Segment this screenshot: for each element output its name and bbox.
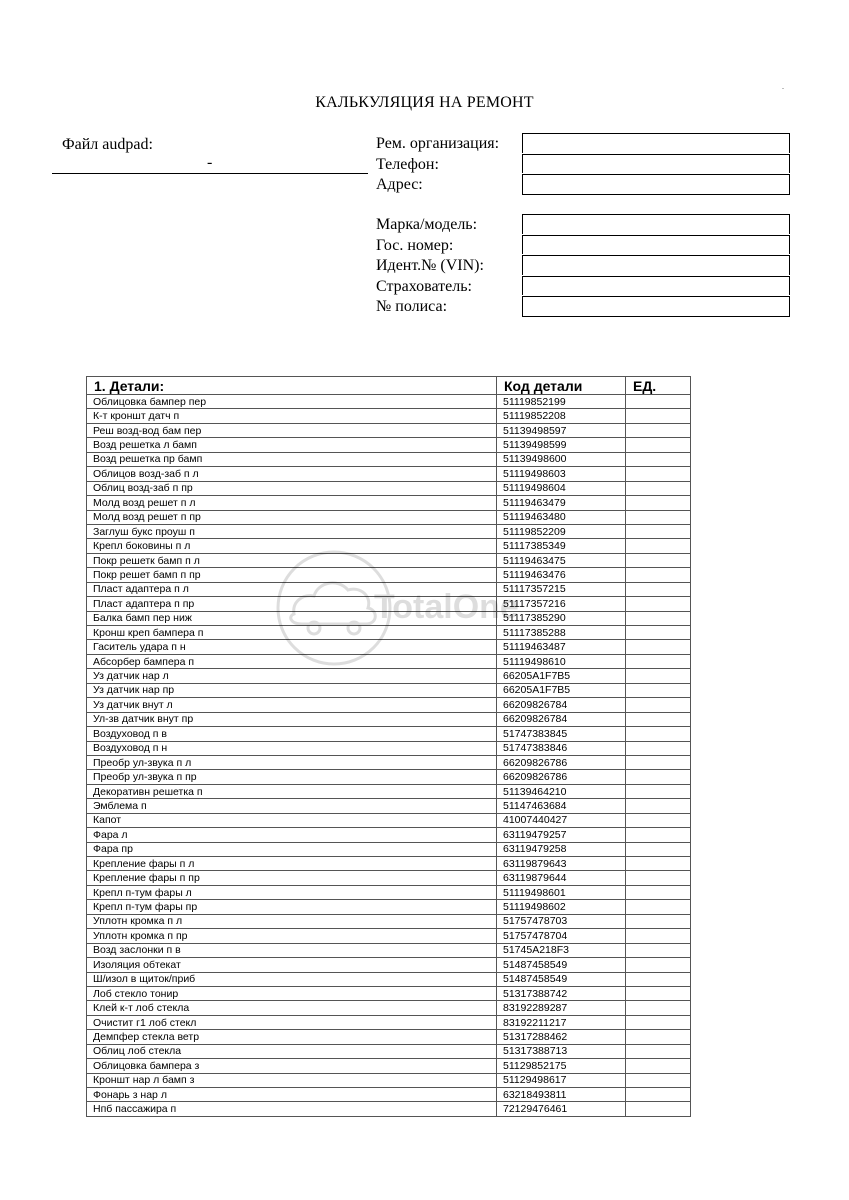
part-name-cell: Изоляция обтекат	[87, 958, 497, 972]
part-unit-cell	[626, 1102, 691, 1116]
part-name-cell: Гаситель удара п н	[87, 640, 497, 654]
part-code-cell: 66205A1F7B5	[497, 669, 626, 683]
table-row	[87, 914, 691, 928]
part-unit-cell	[626, 712, 691, 726]
part-code-cell: 63119879644	[497, 871, 626, 885]
part-name-cell: Уплотн кромка п пр	[87, 929, 497, 943]
watermark-text: TotalOne	[374, 588, 519, 626]
table-row	[87, 510, 691, 524]
table-row	[87, 943, 691, 957]
policyholder-field[interactable]	[522, 276, 790, 296]
part-name-cell: Воздуховод п в	[87, 727, 497, 741]
table-row	[87, 423, 691, 437]
part-code-cell: 51119498602	[497, 900, 626, 914]
file-value: -	[207, 154, 213, 171]
part-name-cell: Воздуховод п н	[87, 741, 497, 755]
table-row	[87, 1059, 691, 1073]
table-row	[87, 640, 691, 654]
part-name-cell: Абсорбер бампера п	[87, 654, 497, 668]
field-label: Гос. номер:	[376, 236, 454, 254]
part-unit-cell	[626, 1059, 691, 1073]
part-code-cell: 51117385349	[497, 539, 626, 553]
table-row	[87, 857, 691, 871]
corner-mark: .	[782, 82, 784, 91]
part-unit-cell	[626, 914, 691, 928]
part-name-cell: Облицовка бампера з	[87, 1059, 497, 1073]
part-name-cell: Облиц возд-заб п пр	[87, 481, 497, 495]
part-unit-cell	[626, 481, 691, 495]
table-row	[87, 467, 691, 481]
header-code: Код детали	[497, 377, 626, 395]
part-name-cell: Облицовка бампер пер	[87, 395, 497, 409]
part-code-cell: 51747383845	[497, 727, 626, 741]
part-code-cell: 51129498617	[497, 1073, 626, 1087]
part-name-cell: Клей к-т лоб стекла	[87, 1001, 497, 1015]
part-code-cell: 51119498604	[497, 481, 626, 495]
part-unit-cell	[626, 568, 691, 582]
part-name-cell: Заглуш букс проуш п	[87, 524, 497, 538]
part-name-cell: К-т кроншт датч п	[87, 409, 497, 423]
table-row	[87, 929, 691, 943]
table-row	[87, 828, 691, 842]
part-unit-cell	[626, 539, 691, 553]
part-code-cell: 66209826786	[497, 755, 626, 769]
table-row	[87, 885, 691, 899]
part-code-cell: 51129852175	[497, 1059, 626, 1073]
table-row	[87, 741, 691, 755]
part-unit-cell	[626, 409, 691, 423]
table-row	[87, 1030, 691, 1044]
part-name-cell: Возд решетка л бамп	[87, 438, 497, 452]
policy-number-field[interactable]	[522, 296, 790, 317]
table-row	[87, 683, 691, 697]
table-row	[87, 900, 691, 914]
part-unit-cell	[626, 438, 691, 452]
table-row	[87, 654, 691, 668]
part-name-cell: Облиц лоб стекла	[87, 1044, 497, 1058]
table-row	[87, 958, 691, 972]
table-row	[87, 626, 691, 640]
table-row	[87, 784, 691, 798]
part-code-cell: 83192211217	[497, 1015, 626, 1029]
table-row	[87, 669, 691, 683]
part-name-cell: Нпб пассажира п	[87, 1102, 497, 1116]
part-name-cell: Балка бамп пер ниж	[87, 611, 497, 625]
part-name-cell: Молд возд решет п л	[87, 496, 497, 510]
part-code-cell: 63119479257	[497, 828, 626, 842]
part-unit-cell	[626, 770, 691, 784]
part-name-cell: Возд заслонки п в	[87, 943, 497, 957]
field-label: Рем. организация:	[376, 135, 500, 152]
part-code-cell: 66209826786	[497, 770, 626, 784]
part-name-cell: Реш возд-вод бам пер	[87, 423, 497, 437]
part-code-cell: 51147463684	[497, 799, 626, 813]
table-row	[87, 1073, 691, 1087]
table-row	[87, 972, 691, 986]
part-name-cell: Молд возд решет п пр	[87, 510, 497, 524]
field-label: Адрес:	[376, 176, 423, 193]
table-row	[87, 539, 691, 553]
part-name-cell: Облицов возд-заб п л	[87, 467, 497, 481]
make-model-field[interactable]	[522, 214, 790, 234]
table-row	[87, 871, 691, 885]
header-unit: ЕД.	[626, 377, 691, 395]
field-label: Телефон:	[376, 155, 439, 173]
part-name-cell: Покр решетк бамп п л	[87, 553, 497, 567]
table-row	[87, 770, 691, 784]
part-name-cell: Преобр ул-звука п пр	[87, 770, 497, 784]
part-code-cell: 51139498600	[497, 452, 626, 466]
part-code-cell: 66209826784	[497, 712, 626, 726]
part-code-cell: 51117385290	[497, 611, 626, 625]
part-unit-cell	[626, 1073, 691, 1087]
table-row	[87, 496, 691, 510]
part-code-cell: 51119498603	[497, 467, 626, 481]
part-name-cell: Уз датчик нар л	[87, 669, 497, 683]
table-row	[87, 842, 691, 856]
table-row	[87, 481, 691, 495]
part-code-cell: 51119463479	[497, 496, 626, 510]
part-unit-cell	[626, 986, 691, 1000]
table-row	[87, 712, 691, 726]
part-code-cell: 51139498599	[497, 438, 626, 452]
part-unit-cell	[626, 553, 691, 567]
part-code-cell: 66205A1F7B5	[497, 683, 626, 697]
table-row	[87, 611, 691, 625]
field-label: Марка/модель:	[376, 216, 478, 233]
field-label: Страхователь:	[376, 277, 472, 295]
file-underline	[52, 173, 368, 174]
part-unit-cell	[626, 871, 691, 885]
table-row	[87, 524, 691, 538]
table-header-row	[87, 377, 691, 395]
part-name-cell: Капот	[87, 813, 497, 827]
address-field[interactable]	[522, 174, 790, 195]
part-unit-cell	[626, 510, 691, 524]
part-unit-cell	[626, 828, 691, 842]
part-code-cell: 51119463476	[497, 568, 626, 582]
part-unit-cell	[626, 929, 691, 943]
part-name-cell: Фонарь з нар л	[87, 1088, 497, 1102]
part-name-cell: Демпфер стекла ветр	[87, 1030, 497, 1044]
part-unit-cell	[626, 900, 691, 914]
part-unit-cell	[626, 958, 691, 972]
part-unit-cell	[626, 395, 691, 409]
part-unit-cell	[626, 683, 691, 697]
table-row	[87, 452, 691, 466]
part-unit-cell	[626, 597, 691, 611]
part-name-cell: Фара пр	[87, 842, 497, 856]
table-row	[87, 1102, 691, 1116]
part-name-cell: Декоративн решетка п	[87, 784, 497, 798]
part-name-cell: Очистит г1 лоб стекл	[87, 1015, 497, 1029]
part-code-cell: 51119852209	[497, 524, 626, 538]
part-name-cell: Эмблема п	[87, 799, 497, 813]
part-name-cell: Преобр ул-звука п л	[87, 755, 497, 769]
part-unit-cell	[626, 654, 691, 668]
table-row	[87, 986, 691, 1000]
part-name-cell: Фара л	[87, 828, 497, 842]
part-code-cell: 63119879643	[497, 857, 626, 871]
part-unit-cell	[626, 1088, 691, 1102]
table-row	[87, 438, 691, 452]
table-row	[87, 1088, 691, 1102]
table-row	[87, 698, 691, 712]
part-unit-cell	[626, 496, 691, 510]
part-code-cell: 51119852208	[497, 409, 626, 423]
part-unit-cell	[626, 467, 691, 481]
part-code-cell: 51757478703	[497, 914, 626, 928]
part-code-cell: 51747383846	[497, 741, 626, 755]
part-unit-cell	[626, 799, 691, 813]
table-row	[87, 553, 691, 567]
part-name-cell: Крепление фары п л	[87, 857, 497, 871]
part-name-cell: Уз датчик нар пр	[87, 683, 497, 697]
part-unit-cell	[626, 842, 691, 856]
table-row	[87, 755, 691, 769]
part-code-cell: 51487458549	[497, 972, 626, 986]
part-code-cell: 83192289287	[497, 1001, 626, 1015]
part-unit-cell	[626, 423, 691, 437]
part-unit-cell	[626, 885, 691, 899]
table-row	[87, 395, 691, 409]
part-unit-cell	[626, 943, 691, 957]
part-name-cell: Кронш креп бампера п	[87, 626, 497, 640]
part-name-cell: Ш/изол в щиток/приб	[87, 972, 497, 986]
part-code-cell: 51317288462	[497, 1030, 626, 1044]
part-name-cell: Покр решет бамп п пр	[87, 568, 497, 582]
table-row	[87, 582, 691, 596]
table-row	[87, 1044, 691, 1058]
part-code-cell: 63218493811	[497, 1088, 626, 1102]
table-row	[87, 799, 691, 813]
phone-field[interactable]	[522, 154, 790, 174]
table-row	[87, 1001, 691, 1015]
part-unit-cell	[626, 741, 691, 755]
part-name-cell: Пласт адаптера п л	[87, 582, 497, 596]
table-row	[87, 1015, 691, 1029]
part-unit-cell	[626, 1030, 691, 1044]
table-row	[87, 409, 691, 423]
part-code-cell: 51119463475	[497, 553, 626, 567]
part-name-cell: Крепл п-тум фары пр	[87, 900, 497, 914]
parts-table-body	[87, 395, 691, 1117]
part-name-cell: Кроншт нар л бамп з	[87, 1073, 497, 1087]
part-name-cell: Уплотн кромка п л	[87, 914, 497, 928]
part-unit-cell	[626, 452, 691, 466]
parts-table	[86, 376, 691, 1117]
part-code-cell: 51117357215	[497, 582, 626, 596]
part-code-cell: 51117357216	[497, 597, 626, 611]
part-unit-cell	[626, 755, 691, 769]
part-name-cell: Пласт адаптера п пр	[87, 597, 497, 611]
repair-org-field[interactable]	[522, 133, 790, 153]
part-code-cell: 72129476461	[497, 1102, 626, 1116]
part-unit-cell	[626, 813, 691, 827]
part-name-cell: Крепл п-тум фары л	[87, 885, 497, 899]
part-code-cell: 51119498601	[497, 885, 626, 899]
part-unit-cell	[626, 1044, 691, 1058]
field-label: Идент.№ (VIN):	[376, 257, 484, 274]
table-row	[87, 597, 691, 611]
part-unit-cell	[626, 669, 691, 683]
part-code-cell: 51317388713	[497, 1044, 626, 1058]
part-unit-cell	[626, 626, 691, 640]
part-code-cell: 51119463487	[497, 640, 626, 654]
table-row	[87, 813, 691, 827]
part-code-cell: 66209826784	[497, 698, 626, 712]
plate-number-field[interactable]	[522, 235, 790, 255]
part-unit-cell	[626, 582, 691, 596]
part-unit-cell	[626, 698, 691, 712]
part-code-cell: 51487458549	[497, 958, 626, 972]
part-unit-cell	[626, 784, 691, 798]
part-code-cell: 51119852199	[497, 395, 626, 409]
table-row	[87, 568, 691, 582]
part-unit-cell	[626, 972, 691, 986]
part-code-cell: 51757478704	[497, 929, 626, 943]
table-row	[87, 727, 691, 741]
part-unit-cell	[626, 640, 691, 654]
part-code-cell: 51139464210	[497, 784, 626, 798]
header-parts: 1. Детали:	[87, 377, 497, 395]
part-name-cell: Ул-зв датчик внут пр	[87, 712, 497, 726]
part-unit-cell	[626, 1015, 691, 1029]
part-name-cell: Возд решетка пр бамп	[87, 452, 497, 466]
part-code-cell: 51745A218F3	[497, 943, 626, 957]
part-unit-cell	[626, 524, 691, 538]
part-code-cell: 41007440427	[497, 813, 626, 827]
part-code-cell: 51119463480	[497, 510, 626, 524]
part-code-cell: 51117385288	[497, 626, 626, 640]
vin-field[interactable]	[522, 255, 790, 275]
part-code-cell: 51139498597	[497, 423, 626, 437]
field-label: № полиса:	[376, 298, 448, 315]
part-code-cell: 51119498610	[497, 654, 626, 668]
part-unit-cell	[626, 611, 691, 625]
part-unit-cell	[626, 857, 691, 871]
part-name-cell: Уз датчик внут л	[87, 698, 497, 712]
part-name-cell: Крепл боковины п л	[87, 539, 497, 553]
part-code-cell: 63119479258	[497, 842, 626, 856]
part-name-cell: Лоб стекло тонир	[87, 986, 497, 1000]
part-code-cell: 51317388742	[497, 986, 626, 1000]
document-title: КАЛЬКУЛЯЦИЯ НА РЕМОНТ	[315, 94, 534, 111]
part-unit-cell	[626, 1001, 691, 1015]
file-label: Файл audpad:	[62, 136, 153, 153]
part-name-cell: Крепление фары п пр	[87, 871, 497, 885]
part-unit-cell	[626, 727, 691, 741]
